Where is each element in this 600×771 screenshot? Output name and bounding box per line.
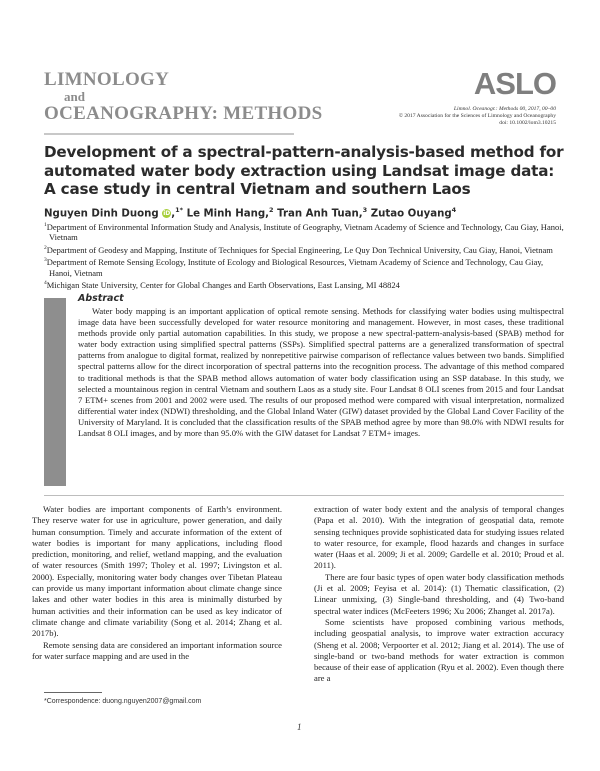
paragraph: Water bodies are important components of Earth’s environment. They reserve water for use in agriculture, power generation, and daily human consumption. Timely and accurate information of the extent of water bodies is important for many applications, including flood prediction, monitoring, and relief, wetland mapping, and the evaluation of water resources (Smith 1997; Tholey et al. 1997; Livingston et al. 2000). Especially, monitoring water body changes over Tibetan Plateau can provide us many important information about climate change since lakes and other water bodies in this area is minimally disturbed by human activities and their information can be used as key indicator of climate change and climate variability (Song et al. 2014; Zhang et al. 2017b). bbox=[32, 504, 282, 639]
author-sup: 4 bbox=[451, 206, 457, 214]
affiliation-text: Department of Remote Sensing Ecology, Institute of Ecology and Biological Resources, Vietnam Academy of Science and Technology, Cau Giay, Hanoi, Vietnam bbox=[46, 257, 544, 278]
paragraph: extraction of water body extent and the analysis of temporal changes (Papa et al. 2010). With the integration of geospatial data, remote sensing techniques provide sophisticated data for studying issues related to water resource, for example, flood hazards and changes in surface water (Haas et al. 2009; Ji et al. 2009; Gardelle et al. 2010; Proud et al. 2011). bbox=[314, 504, 564, 571]
paragraph: Remote sensing data are considered an important information source for water surface mapping and are used in the bbox=[32, 639, 282, 661]
copyright-line: © 2017 Association for the Sciences of Limnology and Oceanography bbox=[398, 113, 556, 120]
masthead-divider bbox=[44, 133, 294, 135]
correspondence-footnote: *Correspondence: duong.nguyen2007@gmail.com bbox=[44, 698, 202, 705]
journal-name-line1: LIMNOLOGY bbox=[44, 69, 170, 90]
article-title: Development of a spectral-pattern-analysis-based method for automated water body extraction using Landsat image data: A case study in central Vietnam and southern Laos bbox=[44, 143, 564, 198]
journal-masthead bbox=[44, 70, 322, 123]
author-name[interactable]: Le Minh Hang bbox=[186, 208, 266, 220]
journal-name-line3: OCEANOGRAPHY: METHODS bbox=[44, 103, 323, 124]
author-name[interactable]: Nguyen Dinh Duong bbox=[44, 208, 159, 220]
author-list: Nguyen Dinh Duong iD,$^{1*}$ Le Minh Hang,$^2$ Tran Anh Tuan,$^3$ Zutao Ouyang$^4$ bbox=[44, 206, 457, 220]
affiliation bbox=[44, 278, 564, 290]
abstract-text: Water body mapping is an important application of optical remote sensing. Methods for classifying water bodies using multispectral image data have been successfully developed for water resource monitoring and management. However, in most cases, these traditional methods provide only partial automation capabilities. In this study, we propose a new spectral-pattern-analysis-based (SPAB) method for water body extraction using simplified spectral patterns (SSPs). Simplified spectral patterns are a generalized transformation of spectral patterns from analogue to digital format, realized by nonrepetitive pairwise comparison of reflectance values between two bands. Simplified spectral patterns allow for the direct incorporation of spectral patterns into the recognition process. The advantage of this method compared to traditional methods is that the SPAB method allows automation of water body classification using an SSP database. In this study, we selected a mountainous region in central Vietnam and southern Laos as a study site. Four Landsat 8 OLI scenes from 2015 and four Landsat 7 ETM+ scenes from 2001 and 2002 were used. The results of our proposed method were compared with visual interpretation, normalized differential water index (NDWI) thresholding, and the Global Inland Water (GIW) dataset provided by the Global Land Cover Facility of the University of Maryland. It is concluded that the classification results of the SPAB method agree by more than 98.0% with NDWI results for Landsat 8 OLI images, and by more than 95.0% with the GIW dataset for Landsat 7 ETM+ images. bbox=[78, 306, 564, 439]
orcid-icon[interactable]: iD bbox=[163, 210, 171, 218]
abstract-side-bar bbox=[44, 298, 66, 486]
affiliation-text: Michigan State University, Center for Global Changes and Earth Observations, East Lansing, MI 48824 bbox=[46, 280, 400, 291]
affiliation bbox=[44, 220, 564, 243]
abstract-divider bbox=[44, 495, 564, 496]
publisher-logo: ASLO bbox=[473, 66, 556, 101]
author-sup: 3 bbox=[362, 206, 368, 214]
journal-name-line2: and bbox=[64, 89, 85, 104]
affiliation bbox=[44, 255, 564, 278]
affiliation-number: 3 bbox=[44, 257, 47, 264]
author-sup: 1* bbox=[175, 206, 184, 214]
page-number: 1 bbox=[297, 722, 302, 732]
author-name[interactable]: Tran Anh Tuan bbox=[277, 208, 359, 220]
author-sup: 2 bbox=[269, 206, 274, 214]
body-column-left bbox=[32, 504, 282, 662]
paragraph: Some scientists have proposed combining various methods, including geospatial analysis, to improve water extraction accuracy (Sheng et al. 2008; Verpoorter et al. 2012; Jiang et al. 2014). The use of single-band or two-band methods for water extraction is common because of their ease of application (Ryu et al. 2002). Even though there are a bbox=[314, 616, 564, 684]
affiliation-number: 2 bbox=[44, 245, 47, 252]
citation-block bbox=[399, 106, 556, 128]
affiliation bbox=[44, 243, 564, 255]
doi-line: doi: 10.1002/lom3.10215 bbox=[499, 120, 556, 127]
paragraph: There are four basic types of open water body classification methods (Ji et al. 2009; Feyisa et al. 2014): (1) Thematic classification, (2) Linear unmixing, (3) Single-band thresholding, and (4) Two-band spectral water indices (McFeeters 1996; Xu 2006; Zhanget al. 2017a). bbox=[314, 571, 564, 616]
affiliation-number: 4 bbox=[44, 280, 47, 287]
footnote-divider bbox=[44, 692, 102, 693]
body-column-right bbox=[314, 504, 564, 685]
affiliation-text: Department of Environmental Information Study and Analysis, Institute of Geography, Vietnam Academy of Science and Technology, Cau Giay, Hanoi, Vietnam bbox=[46, 221, 564, 243]
citation-line: Limnol. Oceanogr.: Methods 00, 2017, 00–00 bbox=[453, 106, 556, 112]
abstract-heading: Abstract bbox=[78, 293, 124, 304]
affiliations bbox=[44, 220, 564, 291]
affiliation-text: Department of Geodesy and Mapping, Institute of Techniques for Special Engineering, Le Quy Don Technical University, Cau Giay, Hanoi, Vietnam bbox=[46, 244, 553, 255]
author-name[interactable]: Zutao Ouyang bbox=[370, 208, 452, 220]
affiliation-number: 1 bbox=[44, 222, 47, 228]
